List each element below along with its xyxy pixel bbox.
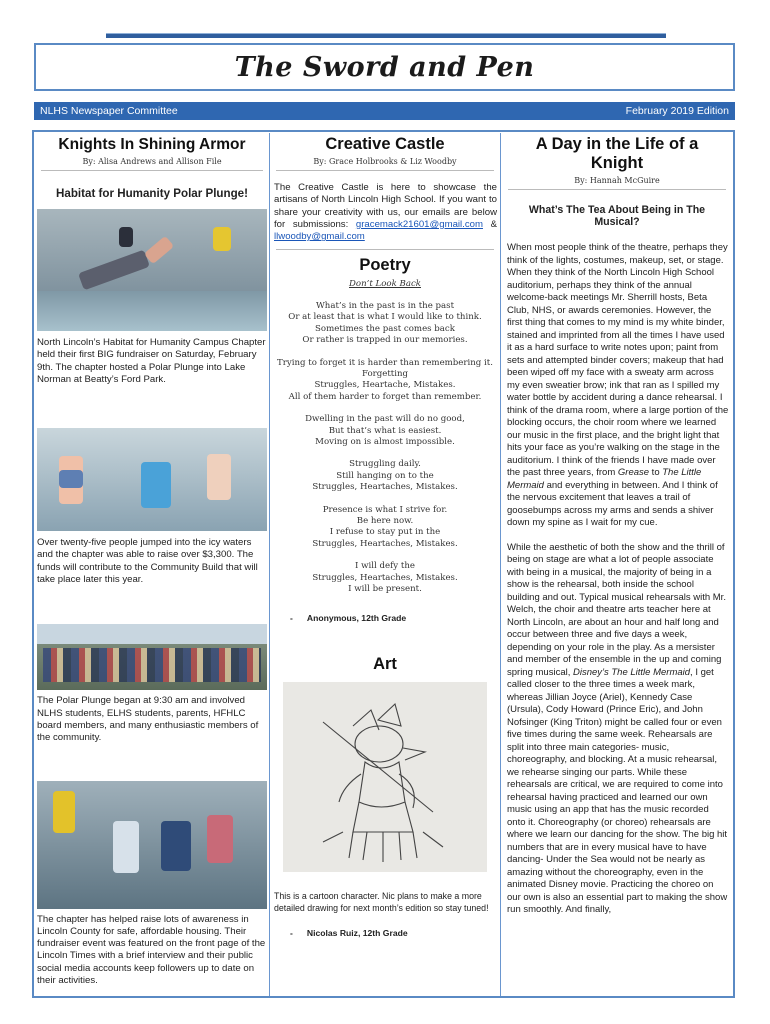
show-title: The Little Mermaid xyxy=(507,467,702,491)
divider xyxy=(276,249,494,250)
column-knights xyxy=(35,133,270,996)
top-rule xyxy=(106,33,666,38)
paragraph: North Lincoln’s Habitat for Humanity Campus Chapter held their first BIG fundraiser on Saturday, February 9th. The chapter hosted a Polar Plunge into Lake Norman at Beatty’s Ford Park. xyxy=(37,337,266,385)
credit-dash: - xyxy=(290,928,293,939)
group-photo xyxy=(37,624,267,690)
paragraph: The chapter has helped raise lots of awareness in Lincoln County for safe, affordable housing. Their fundraiser event was featured on the front page of the Lincoln Times with a brief interview and their public social media accounts keep followers up to date on their activities. xyxy=(37,913,266,987)
text: and everything in between. And I think of the nervous excitement that leaves a trail of goosebumps across my arms and sends a shiver down my spine as I wait for my cue. xyxy=(507,479,718,528)
credit-name: Anonymous, 12th Grade xyxy=(306,613,407,624)
newspaper-title: The Sword and Pen xyxy=(234,51,535,83)
poem-title: Don’t Look Back xyxy=(349,279,421,290)
polar-plunge-photo-3 xyxy=(37,781,267,909)
edition-label: February 2019 Edition xyxy=(625,105,729,117)
paragraph xyxy=(507,542,729,917)
article-title: Creative Castle xyxy=(325,135,445,153)
credit-dash: - xyxy=(290,613,293,624)
poem xyxy=(270,301,500,596)
paragraph: The Polar Plunge began at 9:30 am and involved NLHS students, ELHS students, parents, HFHLC board members, and many enthusiastic members of the community. xyxy=(37,695,259,744)
divider xyxy=(508,189,726,190)
committee-label: NLHS Newspaper Committee xyxy=(40,105,178,117)
poem-credit xyxy=(290,613,500,623)
subheading: Habitat for Humanity Polar Plunge! xyxy=(56,187,248,200)
poem-stanza: Struggling daily. Still hanging on to the Struggles, Heartaches, Mistakes. xyxy=(312,459,458,493)
intro-paragraph xyxy=(274,182,497,243)
paragraph: Over twenty-five people jumped into the icy waters and the chapter was able to raise over $3,300. The funds will contribute to the Community Build that will take place later this year. xyxy=(37,537,258,586)
poem-stanza: Trying to forget it is harder than remembering it. Forgetting Struggles, Heartache, Mistakes. All of them harder to forget than remember. xyxy=(277,357,493,402)
art-credit xyxy=(290,928,500,938)
byline: By: Hannah McGuire xyxy=(574,176,660,185)
cartoon-sketch-icon xyxy=(283,682,487,872)
intro-text: The Creative Castle is here to showcase the artisans of North Lincoln High School. If you want to share your creativity with us, our emails are below for submissions: xyxy=(274,182,497,230)
art-heading: Art xyxy=(373,655,397,674)
column-day-in-life xyxy=(502,133,732,996)
polar-plunge-photo-1 xyxy=(37,209,267,331)
poem-stanza: What’s in the past is in the past Or at least that is what I would like to think. Sometimes the past comes back Or rather is trapped in our memories. xyxy=(288,300,482,346)
article-title: Knights In Shining Armor xyxy=(58,136,246,153)
text: When most people think of the theatre, perhaps they think of the lights, costumes, makeup, set, or stage. When they think of the North Lincoln High School auditorium, perhaps they think of the annual welcome-back meetings Mr. Sherrill hosts, Beta Club, NHS, or awards ceremonies. However, the first thing that comes to my mind is my white binder, stained and imprinted from all the times I have used it as a hard surface to write notes upon; paint from sets and attempted binder covers; makeup that had been wiped off my face with a sweaty arm across my even sweatier brow; ink that ran as I spilled my water bottle by accident during a dance rehearsal. I think of the drama room, where a large portion of the blocking occurs, the choir room where we learned our music in the first place, and the bright light that hits your face as you’re walking on the stage in the auditorium. I think of the friends I have made over the past three years, from xyxy=(507,242,729,478)
masthead xyxy=(34,43,735,91)
show-title: Disney’s The Little Mermaid xyxy=(573,666,691,678)
text: , I get called closer to the three times a week mark, whereas Jillian Joyce (Ariel), Kennedy Case (Ursula), Cody Howard (Prince Eric), and John Nofsinger (King Triton) might be called four or even five times during the same week. Rehearsals are split into three main categories- music, choreography, and blocking. At a music rehearsal, we rehearse singing our parts. While these rehearsals are critical, we are required to come into rehearsal having practiced and learned our own music using an app that has the music recorded onto it. Choreography (or choreo) rehearsals are where we learn our dancing for the show. The big hit numbers that are in every musical have to have dancing- Under the Sea would not be nearly as amazing without the choreography, even in the animated Disney movie. Practicing the choreo on our own is also an essential part to making the show run smoothly. And finally, xyxy=(507,666,728,915)
article-title: A Day in the Life of a Knight xyxy=(535,135,699,172)
text: While the aesthetic of both the show and the thrill of being on stage are what a lot of people associate with being in a musical, the majority of being in a show is the rehearsal, both inside the school building and out. Typical musical rehearsals with Mr. Welch, the choir and theatre arts teacher here at North Lincoln, are about an hour and half long and occur between three and five days a week, depending on your role in the play. As a mersister and member of the ensemble in the up and coming spring musical, xyxy=(507,541,726,678)
divider xyxy=(41,170,263,171)
poem-stanza: I will defy the Struggles, Heartaches, Mistakes. I will be present. xyxy=(312,561,458,595)
divider xyxy=(276,170,494,171)
header-bar xyxy=(34,102,735,120)
text: to xyxy=(649,467,663,478)
subheading: What’s The Tea About Being in The Musical? xyxy=(528,204,706,228)
polar-plunge-photo-2 xyxy=(37,428,267,531)
column-creative-castle xyxy=(270,133,501,996)
poetry-heading: Poetry xyxy=(359,256,411,275)
poem-stanza: Presence is what I strive for. Be here now. I refuse to stay put in the Struggles, Heartaches, Mistakes. xyxy=(312,504,458,549)
art-caption: This is a cartoon character. Nic plans to make a more detailed drawing for next month’s edition so stay tuned! xyxy=(274,891,489,914)
email-link-liz[interactable]: llwoodby@gmail.com xyxy=(274,231,365,243)
ampersand: & xyxy=(490,218,497,230)
email-link-grace[interactable]: gracemack21601@gmail.com xyxy=(355,218,483,230)
credit-name: Nicolas Ruiz, 12th Grade xyxy=(306,928,408,939)
poem-stanza: Dwelling in the past will do no good, But that’s what is easiest. Moving on is almost impossible. xyxy=(305,414,465,447)
cartoon-drawing xyxy=(283,682,487,872)
show-title: Grease xyxy=(617,467,650,478)
byline: By: Alisa Andrews and Allison File xyxy=(82,157,222,166)
byline: By: Grace Holbrooks & Liz Woodby xyxy=(313,157,457,166)
paragraph xyxy=(507,242,729,530)
